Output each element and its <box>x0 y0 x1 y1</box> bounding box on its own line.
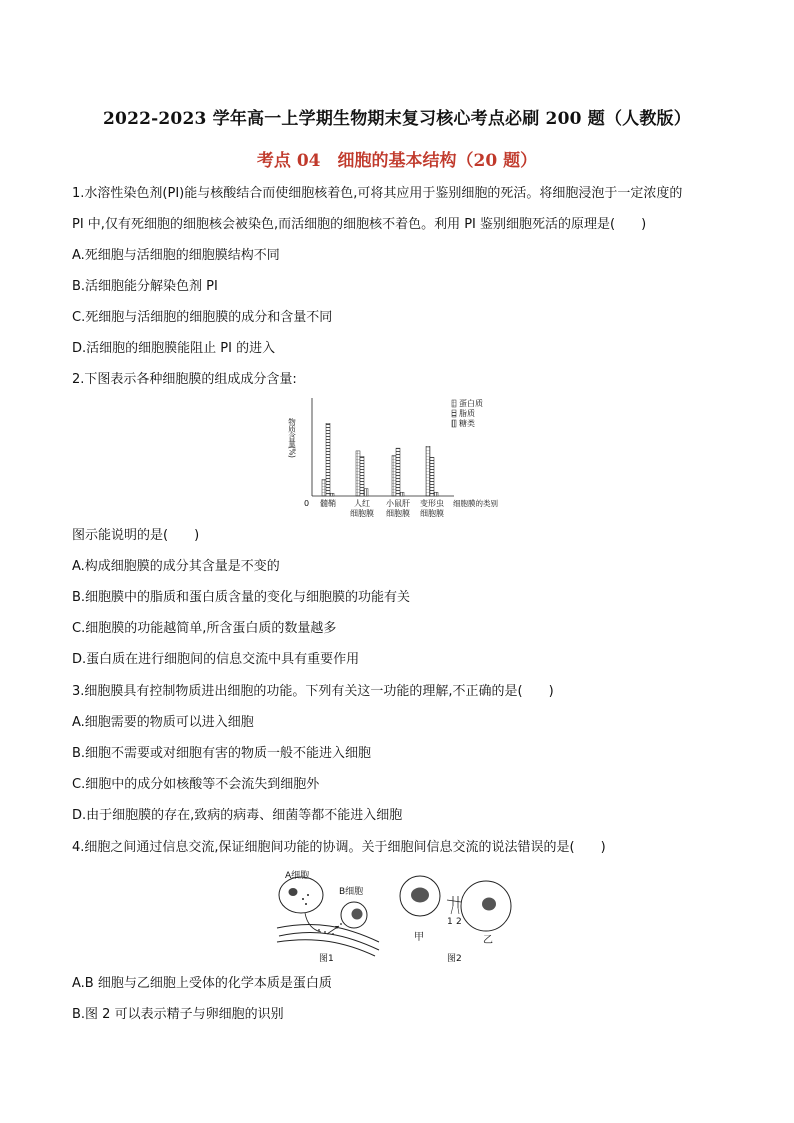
legend-swatch <box>452 420 456 427</box>
membrane-contact <box>447 900 461 902</box>
label-1: 1 <box>447 917 453 927</box>
cell-b-label: B细胞 <box>339 887 364 897</box>
signal-molecule <box>302 898 304 900</box>
bar <box>396 448 400 496</box>
section-subtitle: 考点 04 细胞的基本结构（20 题） <box>256 151 538 171</box>
label-2: 2 <box>456 917 462 927</box>
cell-signaling-figure <box>275 866 515 964</box>
y-axis-label: 物质含量(%) <box>287 418 297 458</box>
q2-after-chart: 图示能说明的是( ) <box>72 528 200 543</box>
q1-option-c: C.死细胞与活细胞的细胞膜的成分和含量不同 <box>72 310 333 325</box>
q1-option-a: A.死细胞与活细胞的细胞膜结构不同 <box>72 248 280 263</box>
bar <box>400 492 404 496</box>
x-axis-label: 细胞膜的类别 <box>453 499 498 508</box>
q4-option-a: A.B 细胞与乙细胞上受体的化学本质是蛋白质 <box>72 976 332 991</box>
category-label: 变形虫 <box>420 499 444 508</box>
signal-molecule <box>307 894 309 896</box>
q3-stem: 3.细胞膜具有控制物质进出细胞的功能。下列有关这一功能的理解,不正确的是( ) <box>72 684 554 699</box>
q1-stem-line2: PI 中,仅有死细胞的细胞核会被染色,而活细胞的细胞核不着色。利用 PI 鉴别细胞死活的原理是( ) <box>72 217 647 232</box>
bar <box>356 451 360 496</box>
signal-molecule <box>324 931 326 933</box>
q2-stem: 2.下图表示各种细胞膜的组成成分含量: <box>72 372 297 387</box>
secretion-arrow <box>305 913 321 932</box>
q1-stem-line1: 1.水溶性染色剂(PI)能与核酸结合而使细胞核着色,可将其应用于鉴别细胞的死活。将细胞浸泡于一定浓度的 <box>72 186 683 201</box>
bar <box>434 492 438 496</box>
q1-option-d: D.活细胞的细胞膜能阻止 PI 的进入 <box>72 341 276 356</box>
q2-option-d: D.蛋白质在进行细胞间的信息交流中具有重要作用 <box>72 652 360 667</box>
bar <box>364 489 368 496</box>
cell-a-label: A细胞 <box>285 871 310 881</box>
origin-label: 0 <box>304 499 310 508</box>
signal-molecule <box>318 929 320 931</box>
legend-label: 脂质 <box>459 409 475 418</box>
bar <box>360 456 364 496</box>
bar <box>330 493 334 496</box>
signal-molecule <box>340 923 342 925</box>
bar <box>392 456 396 496</box>
bar <box>430 457 434 496</box>
legend-swatch <box>452 400 456 407</box>
category-label: 髓鞘 <box>320 499 336 508</box>
category-label: 细胞膜 <box>420 509 444 518</box>
bar <box>426 446 430 496</box>
pointer-line <box>451 906 453 914</box>
q3-option-a: A.细胞需要的物质可以进入细胞 <box>72 715 254 730</box>
document-title: 2022-2023 学年高一上学期生物期末复习核心考点必刷 200 题（人教版） <box>103 109 691 129</box>
pointer-line <box>458 908 459 914</box>
category-label: 小鼠肝 <box>386 499 410 508</box>
figure1 <box>277 870 379 964</box>
cell-jia-nucleus <box>411 888 429 903</box>
cell-a-nucleus <box>289 888 298 896</box>
legend-label: 糖类 <box>459 419 475 428</box>
cell-yi-nucleus <box>482 898 496 911</box>
signal-molecule <box>332 933 334 935</box>
figure2 <box>400 876 511 964</box>
signal-molecule <box>305 903 307 905</box>
category-label: 细胞膜 <box>350 509 374 518</box>
cell-yi-label: 乙 <box>483 935 493 946</box>
bar <box>326 423 330 496</box>
category-label: 人红 <box>354 499 370 508</box>
q3-option-b: B.细胞不需要或对细胞有害的物质一般不能进入细胞 <box>72 746 372 761</box>
q4-option-b: B.图 2 可以表示精子与卵细胞的识别 <box>72 1007 284 1022</box>
q2-option-c: C.细胞膜的功能越简单,所含蛋白质的数量越多 <box>72 621 337 636</box>
cell-jia-label: 甲 <box>414 932 424 943</box>
cell-a <box>279 877 323 913</box>
figure1-caption: 图1 <box>319 954 334 964</box>
q2-option-a: A.构成细胞膜的成分其含量是不变的 <box>72 559 280 574</box>
q3-option-d: D.由于细胞膜的存在,致病的病毒、细菌等都不能进入细胞 <box>72 808 403 823</box>
legend-label: 蛋白质 <box>459 399 483 408</box>
figure2-caption: 图2 <box>447 954 462 964</box>
legend-swatch <box>452 410 456 417</box>
q3-option-c: C.细胞中的成分如核酸等不会流失到细胞外 <box>72 777 320 792</box>
q2-option-b: B.细胞膜中的脂质和蛋白质含量的变化与细胞膜的功能有关 <box>72 590 411 605</box>
q1-option-b: B.活细胞能分解染色剂 PI <box>72 279 218 294</box>
cell-b-nucleus <box>352 909 363 920</box>
bar <box>322 479 326 496</box>
category-label: 细胞膜 <box>386 509 410 518</box>
membrane-composition-chart <box>276 396 520 518</box>
q4-stem: 4.细胞之间通过信息交流,保证细胞间功能的协调。关于细胞间信息交流的说法错误的是( ) <box>72 840 606 855</box>
